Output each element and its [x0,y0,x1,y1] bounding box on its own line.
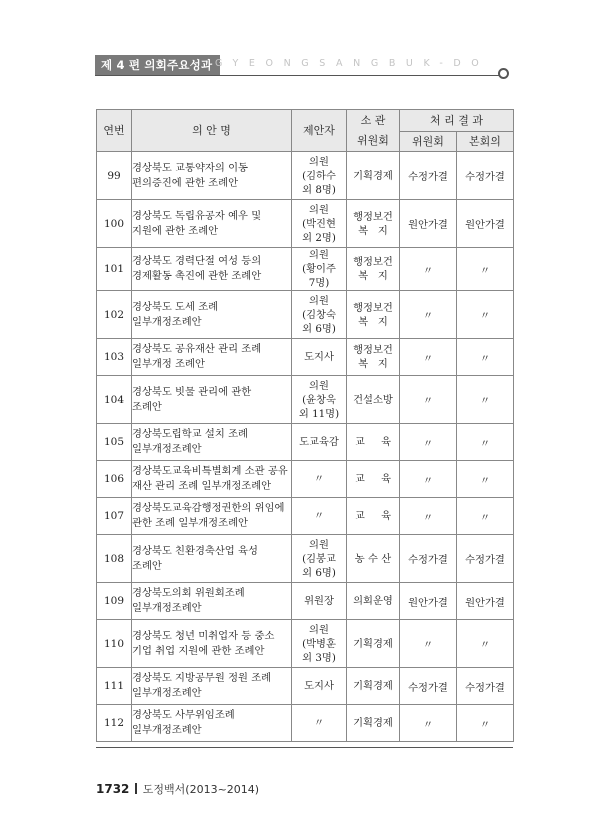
proposer: 의원 (박진현 외 2명) [292,200,347,248]
header-rule [95,75,499,76]
row-number: 102 [97,291,132,339]
proposer: 도지사 [292,668,347,705]
committee-result: 〃 [400,339,457,376]
plenary-result: 수정가결 [457,535,514,583]
committee: 의회운영 [347,583,400,620]
table-row [97,535,514,583]
table-row [97,620,514,668]
committee-result: 수정가결 [400,535,457,583]
row-number: 110 [97,620,132,668]
header-result-group: 처 리 결 과 [400,110,514,132]
row-number: 109 [97,583,132,620]
proposer: 도지사 [292,339,347,376]
running-header [95,55,515,79]
committee: 행정보건 복 지 [347,248,400,291]
table-row [97,461,514,498]
committee-result: 수정가결 [400,668,457,705]
bill-title: 경상북도립학교 설치 조례 일부개정조례안 [132,424,292,461]
page-number: 1732 [96,782,130,796]
committee: 행정보건 복 지 [347,291,400,339]
brand-watermark: GYEONGSANGBUK-DO [215,58,490,69]
row-number: 108 [97,535,132,583]
committee: 교 육 [347,461,400,498]
committee-result: 〃 [400,705,457,742]
committee-result: 〃 [400,424,457,461]
table-row [97,498,514,535]
plenary-result: 〃 [457,376,514,424]
committee: 기획경제 [347,705,400,742]
plenary-result: 〃 [457,620,514,668]
committee: 농 수 산 [347,535,400,583]
header-title: 의 안 명 [132,110,292,152]
bill-title: 경상북도 공유재산 관리 조례 일부개정 조례안 [132,339,292,376]
footer-rule [96,747,513,748]
bill-title: 경상북도교육감행정권한의 위임에 관한 조례 일부개정조례안 [132,498,292,535]
bill-title: 경상북도 친환경축산업 육성 조례안 [132,535,292,583]
bill-title: 경상북도교육비특별회계 소관 공유 재산 관리 조례 일부개정조례안 [132,461,292,498]
plenary-result: 수정가결 [457,668,514,705]
plenary-result: 〃 [457,705,514,742]
committee-result: 〃 [400,291,457,339]
committee: 기획경제 [347,152,400,200]
table-row [97,200,514,248]
proposer: 도교육감 [292,424,347,461]
row-number: 112 [97,705,132,742]
row-number: 111 [97,668,132,705]
proposer: 〃 [292,498,347,535]
proposer: 의원 (김하수 외 8명) [292,152,347,200]
header-proposer: 제안자 [292,110,347,152]
table-row [97,248,514,291]
committee: 건설소방 [347,376,400,424]
bill-title: 경상북도 사무위임조례 일부개정조례안 [132,705,292,742]
plenary-result: 〃 [457,339,514,376]
bill-title: 경상북도 교통약자의 이동 편의증진에 관한 조례안 [132,152,292,200]
header-circle-ornament [498,68,509,79]
footer-divider [135,783,136,794]
plenary-result: 수정가결 [457,152,514,200]
plenary-result: 〃 [457,498,514,535]
row-number: 100 [97,200,132,248]
table-row [97,424,514,461]
bill-title: 경상북도 지방공무원 정원 조례 일부개정조례안 [132,668,292,705]
committee-result: 〃 [400,461,457,498]
page-footer [96,781,259,797]
header-committee-result: 위원회 [400,132,457,152]
committee-result: 〃 [400,498,457,535]
bill-title: 경상북도 경력단절 여성 등의 경제활동 촉진에 관한 조례안 [132,248,292,291]
row-number: 99 [97,152,132,200]
committee: 기획경제 [347,620,400,668]
proposer: 위원장 [292,583,347,620]
header-committee: 소 관 위원회 [347,110,400,152]
committee: 행정보건 복 지 [347,339,400,376]
committee-result: 〃 [400,376,457,424]
committee: 교 육 [347,424,400,461]
committee-result: 〃 [400,620,457,668]
committee-result: 〃 [400,248,457,291]
proposer: 의원 (김창숙 외 6명) [292,291,347,339]
row-number: 104 [97,376,132,424]
bill-title: 경상북도 도세 조례 일부개정조례안 [132,291,292,339]
committee-result: 원안가결 [400,583,457,620]
plenary-result: 〃 [457,461,514,498]
proposer: 의원 (박병훈 외 3명) [292,620,347,668]
bill-rows [97,152,514,742]
header-no: 연번 [97,110,132,152]
plenary-result: 원안가결 [457,200,514,248]
proposer: 의원 (윤창욱 외 11명) [292,376,347,424]
table-row [97,583,514,620]
book-title: 도정백서(2013~2014) [142,783,260,796]
table-row [97,668,514,705]
table-row [97,339,514,376]
plenary-result: 〃 [457,291,514,339]
table-row [97,376,514,424]
committee-result: 원안가결 [400,200,457,248]
plenary-result: 〃 [457,248,514,291]
bill-title: 경상북도 청년 미취업자 등 중소 기업 취업 지원에 관한 조례안 [132,620,292,668]
proposer: 의원 (김봉교 외 6명) [292,535,347,583]
plenary-result: 〃 [457,424,514,461]
committee: 교 육 [347,498,400,535]
header-plenary-result: 본회의 [457,132,514,152]
committee-result: 수정가결 [400,152,457,200]
bill-table [96,109,514,742]
committee: 행정보건 복 지 [347,200,400,248]
table-row [97,705,514,742]
row-number: 107 [97,498,132,535]
proposer: 의원 (황이주 7명) [292,248,347,291]
row-number: 103 [97,339,132,376]
proposer: 〃 [292,705,347,742]
row-number: 105 [97,424,132,461]
proposer: 〃 [292,461,347,498]
table-row [97,291,514,339]
bill-title: 경상북도 독립유공자 예우 및 지원에 관한 조례안 [132,200,292,248]
bill-title: 경상북도의회 위원회조례 일부개정조례안 [132,583,292,620]
chapter-label: 제 4 편 의회주요성과 [95,55,220,75]
table-row [97,152,514,200]
row-number: 101 [97,248,132,291]
row-number: 106 [97,461,132,498]
bill-title: 경상북도 빗물 관리에 관한 조례안 [132,376,292,424]
committee: 기획경제 [347,668,400,705]
plenary-result: 원안가결 [457,583,514,620]
